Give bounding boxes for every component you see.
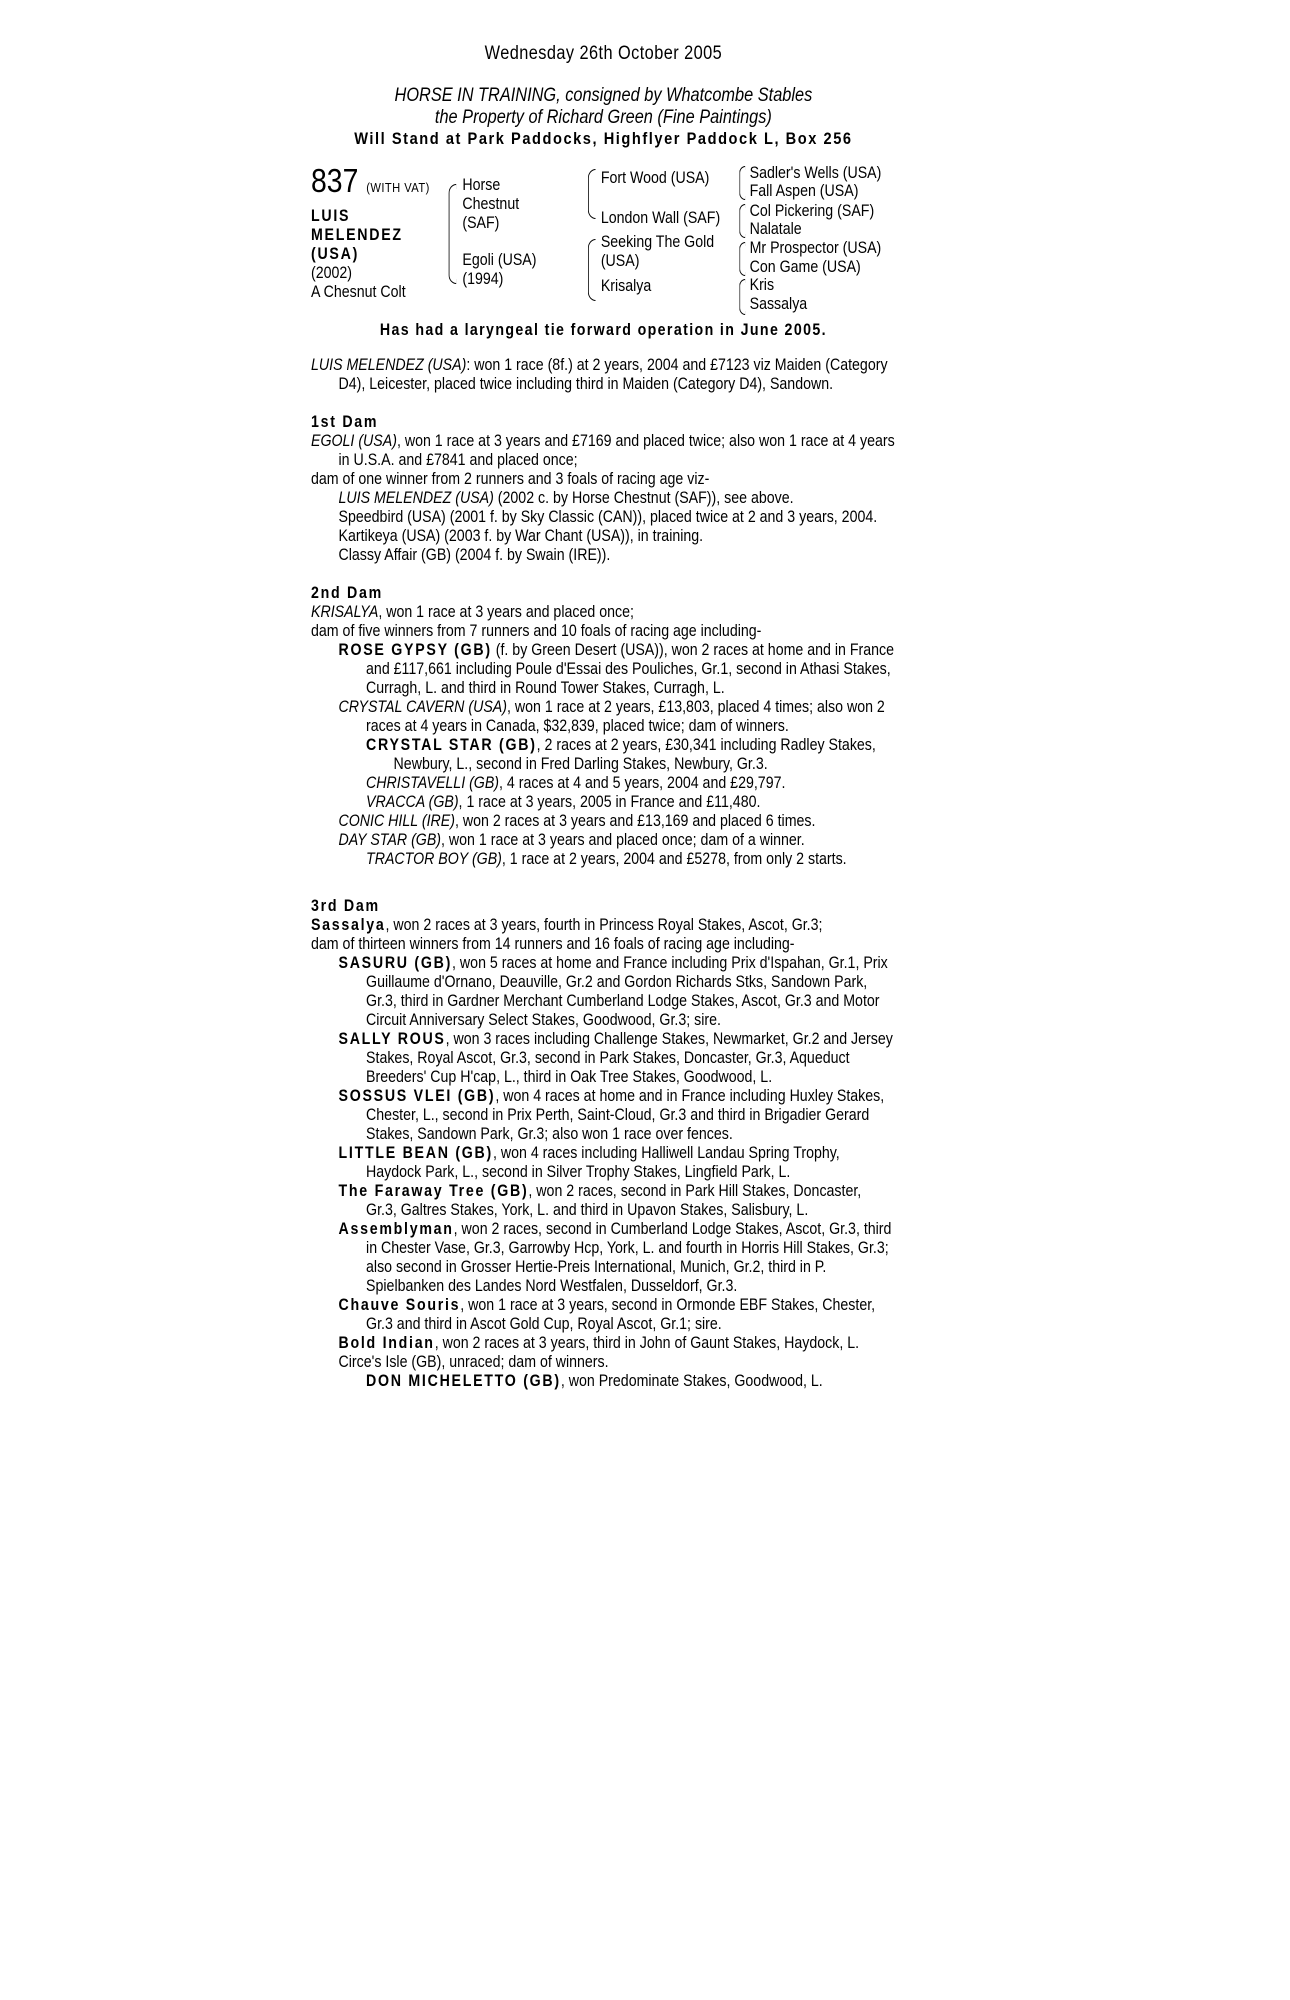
produce-item: SASURU (GB), won 5 races at home and France including Prix d'Ispahan, Gr.1, Prix Guillaume d'Ornano, Deauville, Gr.2 and Gordon Richards Stks, Sandown Park, Gr.3, third in Gardner Merchant Cumberland Lodge Stakes, Ascot, Gr.3 and Motor Circuit Anniversary Select Stakes, Goodwood, Gr.3; sire. (338, 954, 888, 1029)
ggp-1: Sadler's Wells (USA) (749, 164, 882, 182)
brace-ggp-2 (739, 204, 745, 238)
property-line: the Property of Richard Green (Fine Paintings) (434, 107, 772, 128)
produce-item: TRACTOR BOY (GB), 1 race at 2 years, 2004 and £5278, from only 2 starts. (366, 850, 847, 868)
first-dam-heading: 1st Dam (311, 413, 379, 431)
sale-date: Wednesday 26th October 2005 (484, 43, 723, 64)
stand-location: Will Stand at Park Paddocks, Highflyer Paddock L, Box 256 (354, 129, 853, 148)
dam: Egoli (USA) (1994) (462, 251, 537, 288)
pedigree-table (311, 164, 896, 319)
dam-sire: Seeking The Gold (USA) (600, 233, 715, 270)
horse-country: (USA) (311, 245, 360, 263)
brace-sire-parents (588, 169, 596, 219)
third-dam-record: Sassalya, won 2 races at 3 years, fourth in Princess Royal Stakes, Ascot, Gr.3; (311, 916, 823, 934)
brace-ggp-3 (739, 242, 745, 276)
sire-sire: Fort Wood (USA) (600, 169, 710, 187)
produce-item: CONIC HILL (IRE), won 2 races at 3 years and £13,169 and placed 6 times. (338, 812, 816, 830)
brace-ggp-4 (739, 279, 745, 315)
sire: Horse Chestnut (SAF) (462, 176, 520, 232)
race-record: LUIS MELENDEZ (USA): won 1 race (8f.) at 2 years, 2004 and £7123 viz Maiden (Category D4), Leicester, placed twice including third in Maiden (Category D4), Sandown. (311, 356, 888, 393)
first-dam-produce: dam of one winner from 2 runners and 3 foals of racing age viz- (311, 470, 710, 488)
produce-item: Circe's Isle (GB), unraced; dam of winners. (338, 1353, 609, 1371)
brace-sire-dam (449, 184, 457, 284)
consignor-line: HORSE IN TRAINING, consigned by Whatcombe Stables (394, 85, 813, 106)
produce-item: CHRISTAVELLI (GB), 4 races at 4 and 5 years, 2004 and £29,797. (366, 774, 786, 792)
ggp-5: Mr Prospector (USA) (749, 239, 882, 257)
ggp-4: Nalatale (749, 220, 802, 238)
second-dam-produce: dam of five winners from 7 runners and 10 foals of racing age including- (311, 622, 762, 640)
second-dam-heading: 2nd Dam (311, 584, 383, 602)
veterinary-note: Has had a laryngeal tie forward operation in June 2005. (379, 321, 827, 339)
ggp-2: Fall Aspen (USA) (749, 182, 859, 200)
produce-item: CRYSTAL CAVERN (USA), won 1 race at 2 years, £13,803, placed 4 times; also won 2 races at 4 years in Canada, $32,839, placed twice; dam of winners. (338, 698, 885, 735)
ggp-8: Sassalya (749, 295, 808, 313)
produce-item: Assemblyman, won 2 races, second in Cumberland Lodge Stakes, Ascot, Gr.3, third in Chester Vase, Gr.3, Garrowby Hcp, York, L. and fourth in Horris Hill Stakes, Gr.3; also second in Grosser Hertie-Preis International, Munich, Gr.2, third in P. Spielbanken des Landes Nord Westfalen, Dusseldorf, Gr.3. (338, 1220, 892, 1295)
produce-item: DON MICHELETTO (GB), won Predominate Stakes, Goodwood, L. (366, 1372, 823, 1390)
produce-item: SALLY ROUS, won 3 races including Challenge Stakes, Newmarket, Gr.2 and Jersey Stakes, Royal Ascot, Gr.3, second in Park Stakes, Doncaster, Gr.3, Aqueduct Breeders' Cup H'cap, L., third in Oak Tree Stakes, Goodwood, L. (338, 1030, 893, 1086)
third-dam-heading: 3rd Dam (311, 897, 380, 915)
lot-info (311, 164, 440, 302)
produce-item: LUIS MELENDEZ (USA) (2002 c. by Horse Chestnut (SAF)), see above. (338, 489, 794, 507)
horse-description: A Chesnut Colt (311, 283, 406, 301)
brace-ggp-1 (739, 166, 745, 200)
catalogue-page (311, 44, 896, 1391)
brace-dam-parents (588, 239, 596, 301)
produce-item: SOSSUS VLEI (GB), won 4 races at home and in France including Huxley Stakes, Chester, L., second in Prix Perth, Saint-Cloud, Gr.3 and third in Brigadier Gerard Stakes, Sandown Park, Gr.3; also won 1 race over fences. (338, 1087, 885, 1143)
ggp-6: Con Game (USA) (749, 258, 861, 276)
foaling-year: (2002) (311, 264, 353, 282)
produce-item: The Faraway Tree (GB), won 2 races, second in Park Hill Stakes, Doncaster, Gr.3, Galtres Stakes, York, L. and third in Upavon Stakes, Salisbury, L. (338, 1182, 862, 1219)
produce-item: DAY STAR (GB), won 1 race at 3 years and placed once; dam of a winner. (338, 831, 805, 849)
produce-item: VRACCA (GB), 1 race at 3 years, 2005 in France and £11,480. (366, 793, 761, 811)
produce-item: Kartikeya (USA) (2003 f. by War Chant (USA)), in training. (338, 527, 704, 545)
produce-item: LITTLE BEAN (GB), won 4 races including Halliwell Landau Spring Trophy, Haydock Park, L., second in Silver Trophy Stakes, Lingfield Park, L. (338, 1144, 840, 1181)
produce-item: Classy Affair (GB) (2004 f. by Swain (IRE)). (338, 546, 611, 564)
produce-item: Chauve Souris, won 1 race at 3 years, second in Ormonde EBF Stakes, Chester, Gr.3 and third in Ascot Gold Cup, Royal Ascot, Gr.1; sire. (338, 1296, 876, 1333)
first-dam-record: EGOLI (USA), won 1 race at 3 years and £7169 and placed twice; also won 1 race at 4 years in U.S.A. and £7841 and placed once; (311, 432, 895, 469)
produce-item: Bold Indian, won 2 races at 3 years, third in John of Gaunt Stakes, Haydock, L. (338, 1334, 860, 1352)
lot-number: 837 (WITH VAT) (311, 162, 430, 199)
sire-dam: London Wall (SAF) (600, 209, 721, 227)
second-dam-record: KRISALYA, won 1 race at 3 years and placed once; (311, 603, 634, 621)
ggp-7: Kris (749, 276, 775, 294)
third-dam-produce: dam of thirteen winners from 14 runners and 16 foals of racing age including- (311, 935, 795, 953)
produce-item: Speedbird (USA) (2001 f. by Sky Classic (CAN)), placed twice at 2 and 3 years, 2004. (338, 508, 878, 526)
ggp-3: Col Pickering (SAF) (749, 202, 875, 220)
produce-item: ROSE GYPSY (GB) (f. by Green Desert (USA)), won 2 races at home and in France and £117,661 including Poule d'Essai des Pouliches, Gr.1, second in Athasi Stakes, Curragh, L. and third in Round Tower Stakes, Curragh, L. (338, 641, 895, 697)
produce-item: CRYSTAL STAR (GB), 2 races at 2 years, £30,341 including Radley Stakes, Newbury, L., second in Fred Darling Stakes, Newbury, Gr.3. (366, 736, 876, 773)
horse-name: LUIS MELENDEZ (311, 207, 403, 244)
dam-dam: Krisalya (600, 277, 652, 295)
